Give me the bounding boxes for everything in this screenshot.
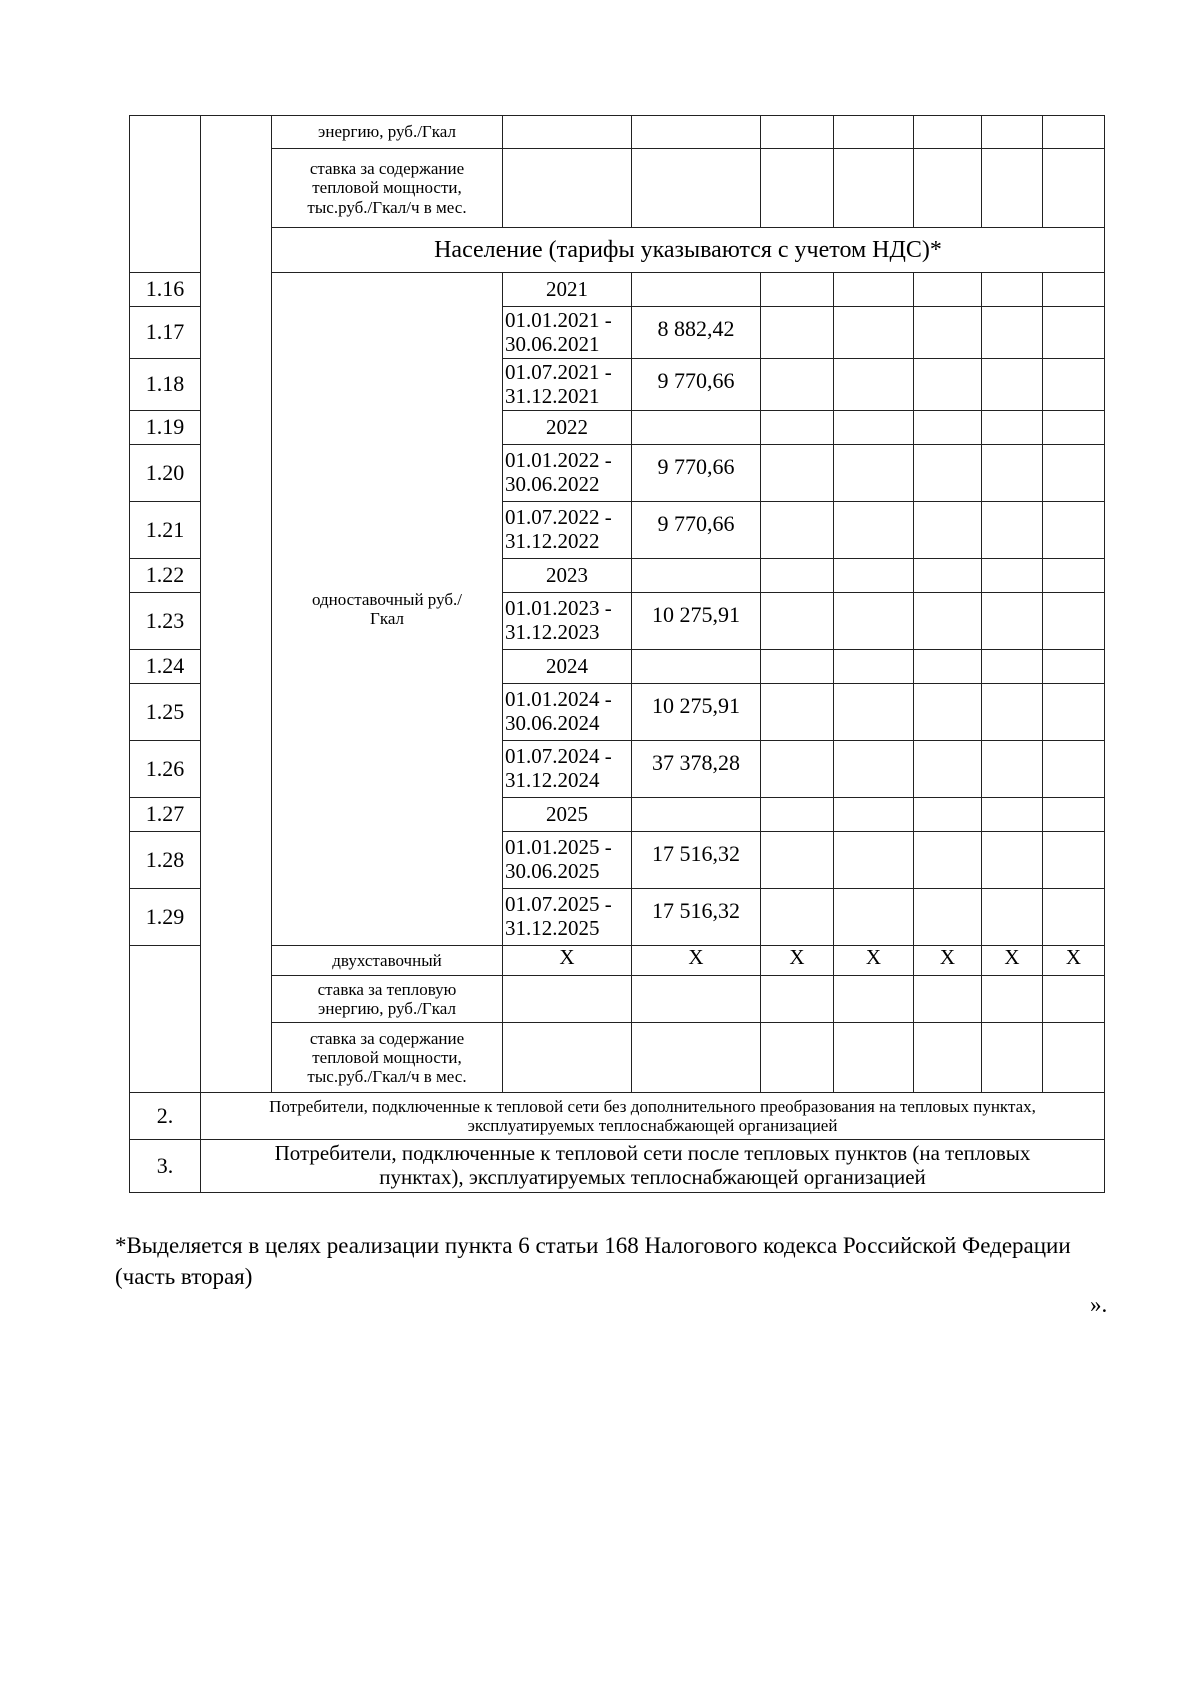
year-cell: 2024 (503, 650, 632, 684)
tariff-value (632, 650, 761, 684)
row-number: 1.25 (130, 684, 201, 741)
two-rate-label: двухставочный (272, 946, 503, 976)
two-rate-row (130, 946, 1105, 976)
tariff-value: 37 378,28 (632, 741, 761, 798)
x-mark: X (1043, 946, 1105, 976)
row-number: 1.23 (130, 593, 201, 650)
period-cell: 01.07.2021 - 31.12.2021 (503, 359, 632, 411)
row-number: 1.21 (130, 502, 201, 559)
tariff-value (632, 798, 761, 832)
single-rate-label: одноставочный руб./Гкал (272, 273, 503, 946)
x-mark: X (982, 946, 1043, 976)
table-row (130, 273, 1105, 307)
row-number: 2. (130, 1093, 201, 1140)
period-cell: 01.01.2023 - 31.12.2023 (503, 593, 632, 650)
closing-quote: ». (1090, 1292, 1108, 1317)
row-number: 1.18 (130, 359, 201, 411)
rate-energy-tail-label: энергию, руб./Гкал (272, 116, 503, 149)
row-number: 1.27 (130, 798, 201, 832)
tariff-value: 10 275,91 (632, 684, 761, 741)
tariff-value: 8 882,42 (632, 307, 761, 359)
footnote: *Выделяется в целях реализации пункта 6 статьи 168 Налогового кодекса Российской Федерации (часть вторая) (115, 1233, 1071, 1290)
row-number: 1.22 (130, 559, 201, 593)
row-number: 1.24 (130, 650, 201, 684)
num-cell-empty (130, 116, 201, 273)
tariff-value: 9 770,66 (632, 445, 761, 502)
row-number: 1.26 (130, 741, 201, 798)
period-cell: 01.01.2022 - 30.06.2022 (503, 445, 632, 502)
category-row (130, 1093, 1105, 1140)
rate-capacity-label-top: ставка за содержание тепловой мощности, тыс.руб./Гкал/ч в мес. (272, 149, 503, 228)
year-cell: 2022 (503, 411, 632, 445)
year-cell: 2025 (503, 798, 632, 832)
period-cell: 01.07.2025 - 31.12.2025 (503, 889, 632, 946)
period-cell: 01.01.2025 - 30.06.2025 (503, 832, 632, 889)
tariff-value: 17 516,32 (632, 832, 761, 889)
tariff-value: 9 770,66 (632, 359, 761, 411)
row-number: 3. (130, 1140, 201, 1193)
x-mark: X (761, 946, 834, 976)
tariff-value: 17 516,32 (632, 889, 761, 946)
tariff-value (632, 411, 761, 445)
category-text: Потребители, подключенные к тепловой сети после тепловых пунктов (на тепловых пунктах), эксплуатируемых теплоснабжающей организацией (201, 1140, 1105, 1193)
year-cell: 2023 (503, 559, 632, 593)
tariff-value (632, 273, 761, 307)
x-mark: X (914, 946, 982, 976)
merged-blank-column (201, 116, 272, 1093)
category-row (130, 1140, 1105, 1193)
section-title: Население (тарифы указываются с учетом НДС)* (272, 228, 1105, 273)
row-number: 1.16 (130, 273, 201, 307)
x-mark: X (503, 946, 632, 976)
period-cell: 01.07.2024 - 31.12.2024 (503, 741, 632, 798)
row-number: 1.20 (130, 445, 201, 502)
tariff-value (632, 559, 761, 593)
tariff-value: 10 275,91 (632, 593, 761, 650)
period-cell: 01.01.2024 - 30.06.2024 (503, 684, 632, 741)
x-mark: X (834, 946, 914, 976)
row-number: 1.19 (130, 411, 201, 445)
period-cell: 01.07.2022 - 31.12.2022 (503, 502, 632, 559)
tariff-value: 9 770,66 (632, 502, 761, 559)
x-mark: X (632, 946, 761, 976)
rate-energy-label: ставка за тепловую энергию, руб./Гкал (272, 976, 503, 1023)
rate-capacity-label: ставка за содержание тепловой мощности, тыс.руб./Гкал/ч в мес. (272, 1023, 503, 1093)
tariff-table (129, 115, 1105, 1193)
year-cell: 2021 (503, 273, 632, 307)
row-number: 1.29 (130, 889, 201, 946)
period-cell: 01.01.2021 - 30.06.2021 (503, 307, 632, 359)
row-number: 1.28 (130, 832, 201, 889)
category-text: Потребители, подключенные к тепловой сети без дополнительного преобразования на тепловых пунктах, эксплуатируемых теплоснабжающей организацией (201, 1093, 1105, 1140)
row-number: 1.17 (130, 307, 201, 359)
